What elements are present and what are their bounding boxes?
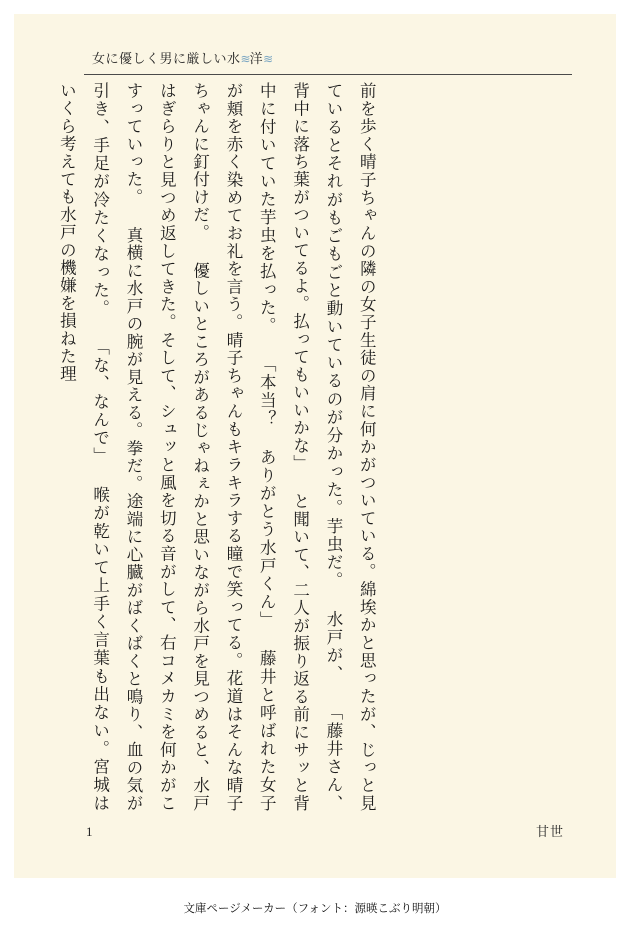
header-title-tail: 洋: [249, 51, 264, 66]
header-divider: [84, 74, 572, 75]
page-header: [92, 48, 566, 70]
page-inner: [44, 40, 586, 858]
manuscript-page: [14, 14, 616, 878]
vertical-body-text: 前を歩く晴子ちゃんの隣の女子生徒の肩に何かがついている。綿埃かと思ったが、じっと見ているとそれがもごもごと動いているのが分かった。芋虫だ。 水戸が、 「藤井さん、背中に落ち葉がついてるよ。払ってもいいかな」 と聞いて、二人が振り返る前にサッと背中に付いていた芋虫を払った。 「本当？ ありがとう水戸くん」 藤井と呼ばれた女子が頬を赤く染めてお礼を言う。晴子ちゃんもキラキラする瞳で笑ってる。花道はそんな晴子ちゃんに釘付けだ。 優しいところがあるじゃねぇかと思いながら水戸を見つめると、水戸はぎらりと見つめ返してきた。そして、シュッと風を切る音がして、右コメカミを何かがこすっていった。 真横に水戸の腕が見える。拳だ。途端に心臓がばくばくと鳴り、血の気が引き、手足が冷たくなった。 「な、なんで」 喉が乾いて上手く言葉も出ない。宮城はいくら考えても水戸の機嫌を損ねた理: [57, 82, 377, 812]
author-name: 甘世: [535, 824, 564, 839]
header-title: 女に優しく男に厳しい水: [92, 51, 241, 66]
generator-caption: 文庫ページメーカー（フォント：源暎こぶり明朝）: [183, 903, 447, 915]
body-text-area: [50, 82, 582, 812]
wave-decoration-left-icon: ≋: [240, 52, 250, 66]
page-number: 1: [86, 824, 93, 839]
wave-decoration-right-icon: ≋: [263, 52, 273, 66]
